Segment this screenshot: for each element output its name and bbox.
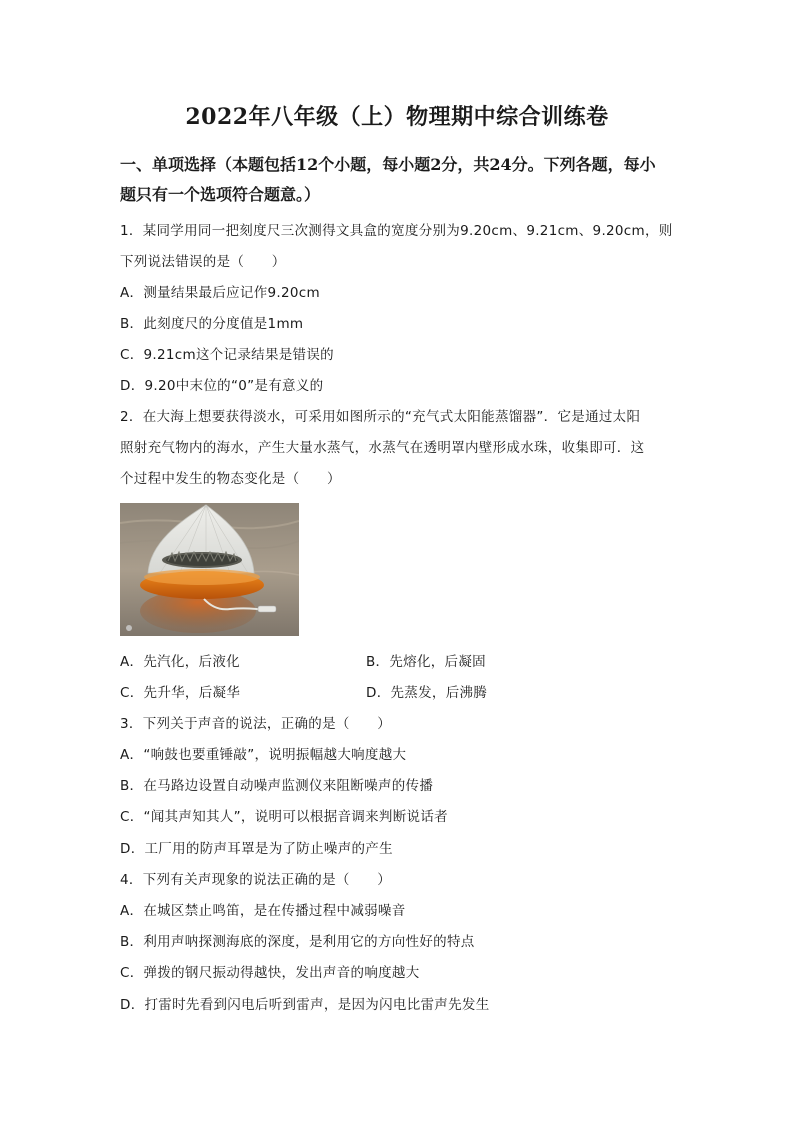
section-heading-line-2: 题只有一个选项符合题意。） <box>120 185 321 204</box>
q4-option-c: C．弹拨的钢尺振动得越快，发出声音的响度越大 <box>120 965 420 981</box>
q3-option-a: A．“响鼓也要重锤敲”，说明振幅越大响度越大 <box>120 747 407 763</box>
page-title: 2022年八年级（上）物理期中综合训练卷 <box>185 104 609 130</box>
q2-option-c: C．先升华，后凝华 <box>120 685 241 701</box>
q1-option-b: B．此刻度尺的分度值是1mm <box>120 316 304 332</box>
q2-option-a: A．先汽化，后液化 <box>120 654 240 670</box>
q2-option-b: B．先熔化，后凝固 <box>366 654 486 670</box>
q1-stem-line-1: 1．某同学用同一把刻度尺三次测得文具盒的宽度分别为9.20cm、9.21cm、9.20cm，则 <box>120 223 673 239</box>
q1-stem-line-2: 下列说法错误的是（ ） <box>120 254 286 270</box>
q2-stem-line-2: 照射充气物内的海水，产生大量水蒸气，水蒸气在透明罩内壁形成水珠，收集即可．这 <box>120 440 645 456</box>
section-heading-line-1: 一、单项选择（本题包括12个小题，每小题2分，共24分。下列各题，每小 <box>120 155 656 174</box>
q4-stem: 4．下列有关声现象的说法正确的是（ ） <box>120 872 392 888</box>
q3-stem: 3．下列关于声音的说法，正确的是（ ） <box>120 716 392 732</box>
q2-option-d: D．先蒸发，后沸腾 <box>366 685 488 701</box>
q3-option-d: D．工厂用的防声耳罩是为了防止噪声的产生 <box>120 841 393 857</box>
q1-option-a: A．测量结果最后应记作9.20cm <box>120 285 320 301</box>
q4-option-d: D．打雷时先看到闪电后听到雷声，是因为闪电比雷声先发生 <box>120 997 490 1013</box>
q4-option-a: A．在城区禁止鸣笛，是在传播过程中减弱噪音 <box>120 903 406 919</box>
q4-option-b: B．利用声呐探测海底的深度，是利用它的方向性好的特点 <box>120 934 475 950</box>
q2-stem-line-3: 个过程中发生的物态变化是（ ） <box>120 471 341 487</box>
q3-option-c: C．“闻其声知其人”，说明可以根据音调来判断说话者 <box>120 809 448 825</box>
q1-option-d: D．9.20中末位的“0”是有意义的 <box>120 378 324 394</box>
solar-still-photo <box>120 503 299 636</box>
section-heading <box>120 150 680 210</box>
q1-option-c: C．9.21cm这个记录结果是错误的 <box>120 347 334 363</box>
q2-stem-line-1: 2．在大海上想要获得淡水，可采用如图所示的“充气式太阳能蒸馏器”．它是通过太阳 <box>120 409 641 425</box>
q3-option-b: B．在马路边设置自动噪声监测仪来阻断噪声的传播 <box>120 778 434 794</box>
